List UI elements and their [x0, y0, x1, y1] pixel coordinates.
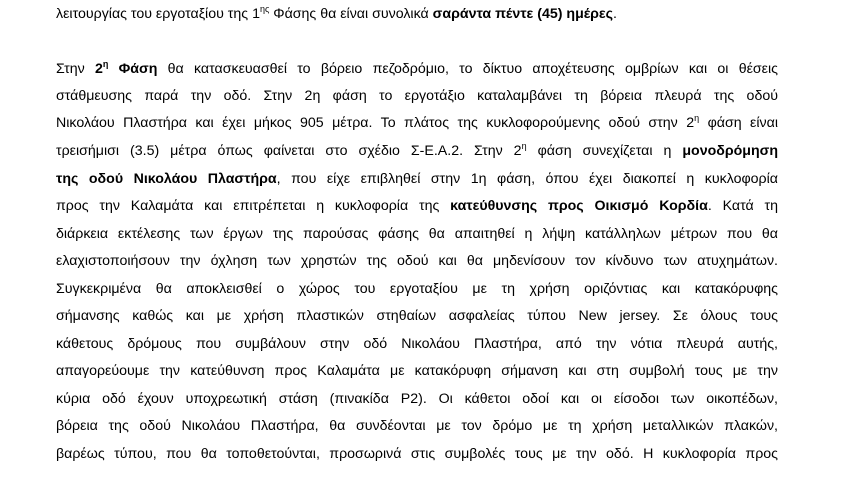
text-line [56, 445, 778, 463]
text-segment: Νικολάου Πλαστήρα και έχει μήκος 905 μέτρα. Το πλάτος της κυκλοφορούμενης οδού στην 2 [56, 115, 695, 131]
bold-text: σαράντα πέντε (45) ημέρες [432, 6, 614, 22]
superscript: η [521, 141, 527, 151]
bold-text: Φάση [108, 61, 158, 77]
text-segment: απαγορεύουμε την κατεύθυνση προς Καλαμάτα με κατακόρυφη σήμανση και στη συμβολή τους με την [56, 363, 778, 379]
text-segment: στάθμευσης παρά την οδό. Στην 2η φάση το εργοτάξιο καταλαμβάνει τη βόρεια πλευρά της οδού [56, 88, 778, 104]
text-line [56, 225, 778, 243]
text-segment: λειτουργίας του εργοταξίου της 1 [56, 6, 260, 22]
text-segment: κύρια οδό έχουν υποχρεωτική στάση (πινακίδα Ρ2). Οι κάθετοι οδοί και οι είσοδοι των οικοπέδων, [56, 391, 778, 407]
text-line [56, 252, 778, 270]
superscript: η [102, 59, 109, 69]
text-segment: βόρεια της οδού Νικολάου Πλαστήρα, θα συνδέονται με τον δρόμο με τη χρήση μεταλλικών πλακών, [56, 418, 778, 434]
text-line [56, 335, 778, 353]
bold-text: κατεύθυνσης προς Οικισμό Κορδία [450, 198, 708, 214]
text-segment: διάρκεια εκτέλεσης των έργων της παρούσας φάσης θα απαιτηθεί η λήψη κατάλληλων μέτρων που θα [56, 226, 778, 242]
text-line [56, 280, 778, 298]
text-line [56, 87, 778, 105]
text-segment: . Κατά τη [707, 198, 778, 214]
text-segment: τρεισήμισι (3.5) μέτρα όπως φαίνεται στο σχέδιο Σ-Ε.Α.2. Στην 2 [56, 143, 522, 159]
text-line [56, 142, 778, 160]
text-line [56, 114, 778, 132]
text-segment: βαρέως τύπου, που θα τοποθετούνται, προσωρινά στις συμβολές τους με την οδό. Η κυκλοφορία προς [56, 446, 778, 462]
text-segment: Συγκεκριμένα θα αποκλεισθεί ο χώρος του εργοταξίου με τη χρήση οριζόντιας και κατακόρυφης [56, 281, 778, 297]
text-line [56, 170, 778, 188]
text-segment: κάθετους δρόμους που συμβάλουν στην οδό Νικολάου Πλαστήρα, από την νότια πλευρά αυτής, [56, 336, 778, 352]
text-segment: θα κατασκευασθεί το βόρειο πεζοδρόμιο, το δίκτυο αποχέτευσης ομβρίων και οι θέσεις [157, 61, 778, 77]
text-segment: φάση είναι [699, 115, 778, 131]
text-line [56, 307, 778, 325]
text-segment: φάση συνεχίζεται η [526, 143, 683, 159]
text-line [56, 197, 778, 215]
text-line [56, 390, 778, 408]
text-segment: ελαχιστοποιήσουν την όχληση των χρηστών της οδού και θα μηδενίσουν τον κίνδυνο των ατυχημάτων. [56, 253, 778, 269]
text-line [56, 417, 778, 435]
text-segment: Στην [56, 61, 95, 77]
text-line [56, 5, 617, 23]
text-segment: προς την Καλαμάτα και επιτρέπεται η κυκλοφορία της [56, 198, 451, 214]
text-segment: , που είχε επιβληθεί στην 1η φάση, όπου έχει διακοπεί η κυκλοφορία [276, 171, 778, 187]
bold-text: μονοδρόμηση [682, 143, 779, 159]
text-line [56, 60, 778, 78]
superscript: ης [259, 4, 270, 14]
text-segment: Φάσης θα είναι συνολικά [269, 6, 433, 22]
bold-text: 2 [94, 61, 103, 77]
superscript: η [694, 113, 700, 123]
text-segment: . [613, 6, 617, 22]
text-line [56, 362, 778, 380]
text-segment: σήμανσης καθώς και με χρήση πλαστικών στηθαίων ασφαλείας τύπου New jersey. Σε όλους τους [56, 308, 778, 324]
bold-text: της οδού Νικολάου Πλαστήρα [56, 171, 277, 187]
